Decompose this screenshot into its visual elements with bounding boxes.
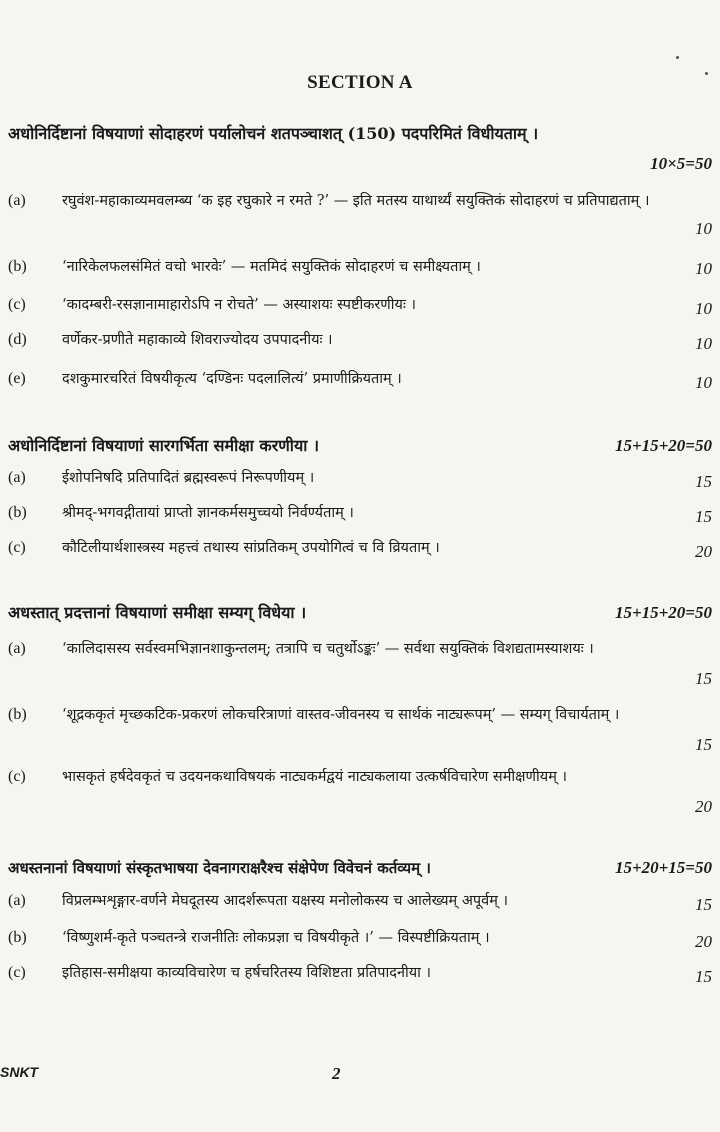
item-label: (c) [8,964,26,981]
item-marks: 10 [695,373,712,392]
item-marks: 10 [695,334,712,353]
item-text: ‘शूद्रककृतं मृच्छकटिक-प्रकरणं लोकचरित्राणां वास्तव-जीवनस्य च सार्थकं नाट्यरूपम्’ — सम्यग् विचार्यताम् । [62,707,620,723]
item-text: भासकृतं हर्षदेवकृतं च उदयनकथाविषयकं नाट्यकर्मद्वयं नाट्यकलाया उत्कर्षविचारेण समीक्षणीयम् । [62,769,567,785]
item-text: रघुवंश-महाकाव्यमवलम्ब्य ‘क इह रघुकारे न रमते ?’ — इति मतस्य याथार्थ्यं सयुक्तिकं सोदाहरणं च प्रतिपाद्यताम् । [62,193,650,209]
section-title: SECTION A [307,72,413,93]
item-label: (c) [8,768,26,785]
item-label: (a) [8,469,26,486]
item-label: (b) [8,258,27,275]
question-4-marks: 15+20+15=50 [614,858,712,877]
item-marks: 20 [695,932,712,951]
item-marks: 15 [695,735,712,754]
item-marks: 15 [695,669,712,688]
item-text: ‘नारिकेलफलसंमितं वचो भारवेः’ — मतमिदं सयुक्तिकं सोदाहरणं च समीक्ष्यताम् । [62,259,481,275]
page-number: 2 [332,1064,341,1083]
question-1a [8,188,712,240]
item-marks: 15 [695,967,712,986]
question-3b [8,702,712,758]
item-text: श्रीमद्-भगवद्गीतायां प्राप्तो ज्ञानकर्मसमुच्चयो निर्वर्ण्यताम् । [62,505,354,521]
item-label: (c) [8,539,26,556]
question-3-heading: अधस्तात् प्रदत्तानां विषयाणां समीक्षा सम्यग् विधेया । [8,603,307,622]
question-1-heading: अधोनिर्दिष्टानां विषयाणां सोदाहरणं पर्यालोचनं शतपञ्चाशत् (150) पदपरिमितं विधीयताम् । [8,124,539,143]
paper-code: SNKT [0,1064,39,1080]
item-label: (b) [8,504,27,521]
question-3c [8,764,712,820]
item-marks: 15 [695,895,712,914]
item-label: (c) [8,296,26,313]
paper-speck [676,56,679,59]
item-label: (e) [8,370,26,387]
item-label: (a) [8,892,26,909]
question-3a [8,636,712,692]
item-text: ‘कालिदासस्य सर्वस्वमभिज्ञानशाकुन्तलम्; तत्रापि च चतुर्थोऽङ्कः’ — सर्वथा सयुक्तिकं विशद्यतामस्याशयः । [62,641,594,657]
item-text: विप्रलम्भशृङ्गार-वर्णने मेघदूतस्य आदर्शरूपता यक्षस्य मनोलोकस्य च आलेख्यम् अपूर्वम् । [62,893,508,909]
question-1-marks: 10×5=50 [650,154,712,173]
item-label: (a) [8,192,26,209]
item-marks: 15 [695,472,712,491]
item-marks: 20 [695,542,712,561]
question-2-heading: अधोनिर्दिष्टानां विषयाणां सारगर्भिता समीक्षा करणीया । [8,436,320,455]
item-label: (d) [8,331,27,348]
item-text: इतिहास-समीक्षया काव्यविचारेण च हर्षचरितस्य विशिष्टता प्रतिपादनीया । [62,965,432,981]
item-text: वर्णेकर-प्रणीते महाकाव्ये शिवराज्योदय उपपादनीयः । [62,332,333,348]
item-marks: 10 [695,259,712,278]
item-text: ‘कादम्बरी-रसज्ञानामाहारोऽपि न रोचते’ — अस्याशयः स्पष्टीकरणीयः । [62,297,416,313]
item-marks: 20 [695,797,712,816]
item-marks: 10 [695,299,712,318]
item-marks: 15 [695,507,712,526]
item-label: (b) [8,706,27,723]
question-2-marks: 15+15+20=50 [614,436,712,455]
item-label: (a) [8,640,26,657]
item-text: दशकुमारचरितं विषयीकृत्य ‘दण्डिनः पदलालित्यं’ प्रमाणीक्रियताम् । [62,371,402,387]
question-4-heading: अधस्तनानां विषयाणां संस्कृतभाषया देवनागराक्षरैश्च संक्षेपेण विवेचनं कर्तव्यम् । [8,859,431,877]
item-text: ‘विष्णुशर्म-कृते पञ्चतन्त्रे राजनीतिः लोकप्रज्ञा च विषयीकृते ।’ — विस्पष्टीक्रियताम् । [62,930,490,946]
item-label: (b) [8,929,27,946]
item-text: कौटिलीयार्थशास्त्रस्य महत्त्वं तथास्य सांप्रतिकम् उपयोगित्वं च वि व्रियताम् । [62,540,440,556]
item-marks: 10 [695,219,712,238]
question-3-marks: 15+15+20=50 [614,603,712,622]
item-text: ईशोपनिषदि प्रतिपादितं ब्रह्मस्वरूपं निरूपणीयम् । [62,470,315,486]
